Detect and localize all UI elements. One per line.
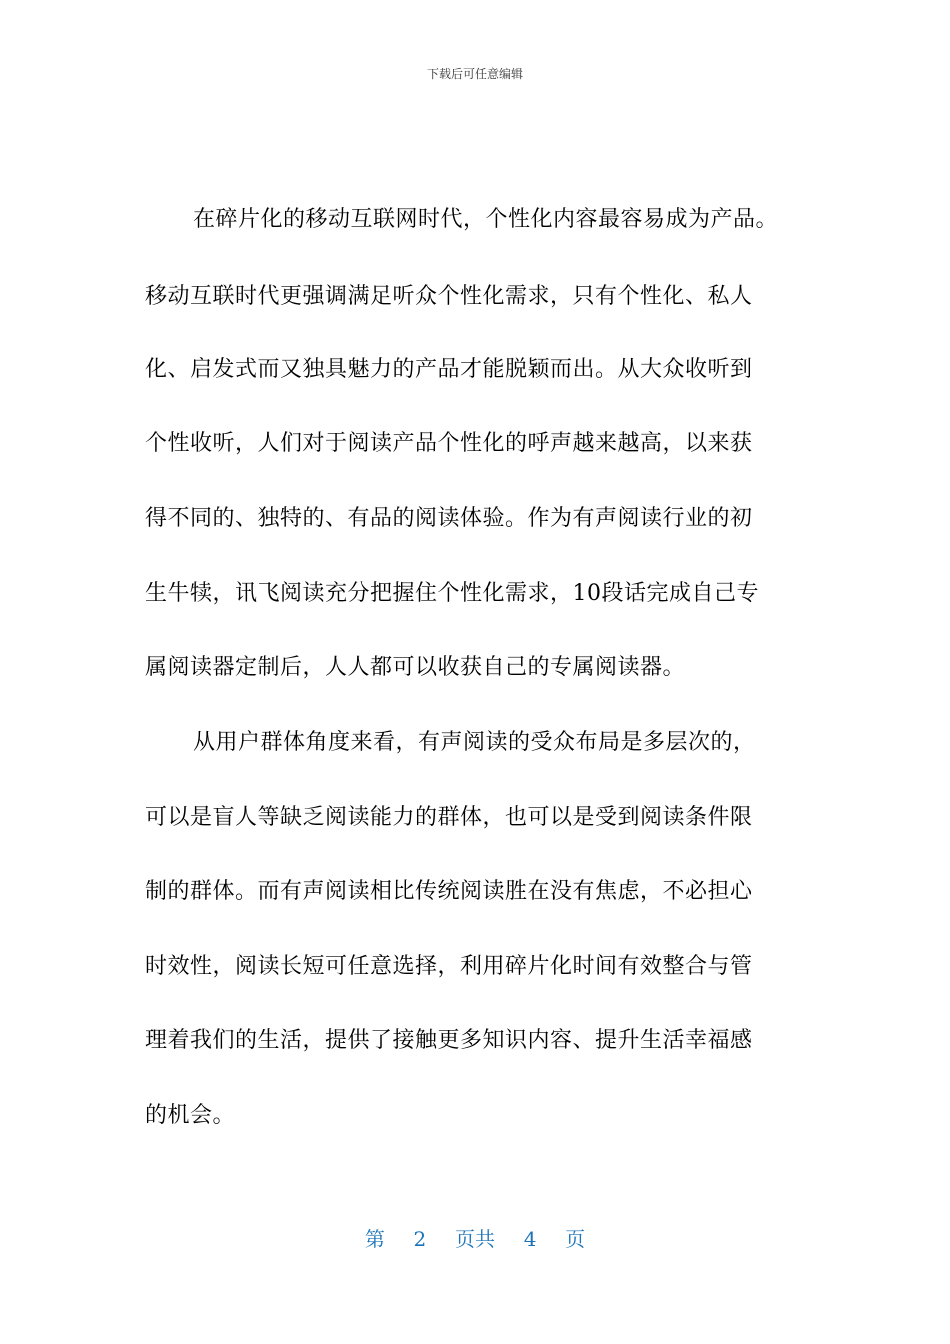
- paragraph-2-line-5: 理着我们的生活，提供了接触更多知识内容、提升生活幸福感: [145, 1028, 753, 1053]
- footer-suffix: 页: [565, 1227, 586, 1251]
- paragraph-1-line-6: 生牛犊，讯飞阅读充分把握住个性化需求，10段话完成自己专: [145, 581, 759, 606]
- paragraph-2-line-3: 制的群体。而有声阅读相比传统阅读胜在没有焦虑，不必担心: [145, 879, 753, 904]
- footer-prefix: 第: [364, 1227, 385, 1251]
- paragraph-2-line-4: 时效性，阅读长短可任意选择，利用碎片化时间有效整合与管: [145, 954, 753, 979]
- paragraph-1-line-2: 移动互联时代更强调满足听众个性化需求，只有个性化、私人: [145, 284, 753, 309]
- paragraph-2-line-2: 可以是盲人等缺乏阅读能力的群体，也可以是受到阅读条件限: [145, 805, 753, 830]
- footer-current-page: 2: [413, 1227, 427, 1251]
- paragraph-1-line-4: 个性收听，人们对于阅读产品个性化的呼声越来越高，以来获: [145, 431, 753, 456]
- paragraph-2-line-6: 的机会。: [145, 1103, 236, 1128]
- paragraph-2-line-1: 从用户群体角度来看，有声阅读的受众布局是多层次的，: [193, 730, 756, 755]
- footer-middle: 页共: [455, 1227, 495, 1251]
- page-header-note: 下载后可任意编辑: [426, 67, 523, 81]
- footer-total-pages: 4: [523, 1227, 537, 1251]
- paragraph-1-line-7: 属阅读器定制后，人人都可以收获自己的专属阅读器。: [145, 655, 686, 680]
- paragraph-1-line-5: 得不同的、独特的、有品的阅读体验。作为有声阅读行业的初: [145, 506, 753, 531]
- paragraph-1-line-1: 在碎片化的移动互联网时代，个性化内容最容易成为产品。: [193, 207, 779, 232]
- paragraph-1-line-3: 化、启发式而又独具魅力的产品才能脱颖而出。从大众收听到: [145, 357, 753, 382]
- page-footer: [0, 1226, 950, 1252]
